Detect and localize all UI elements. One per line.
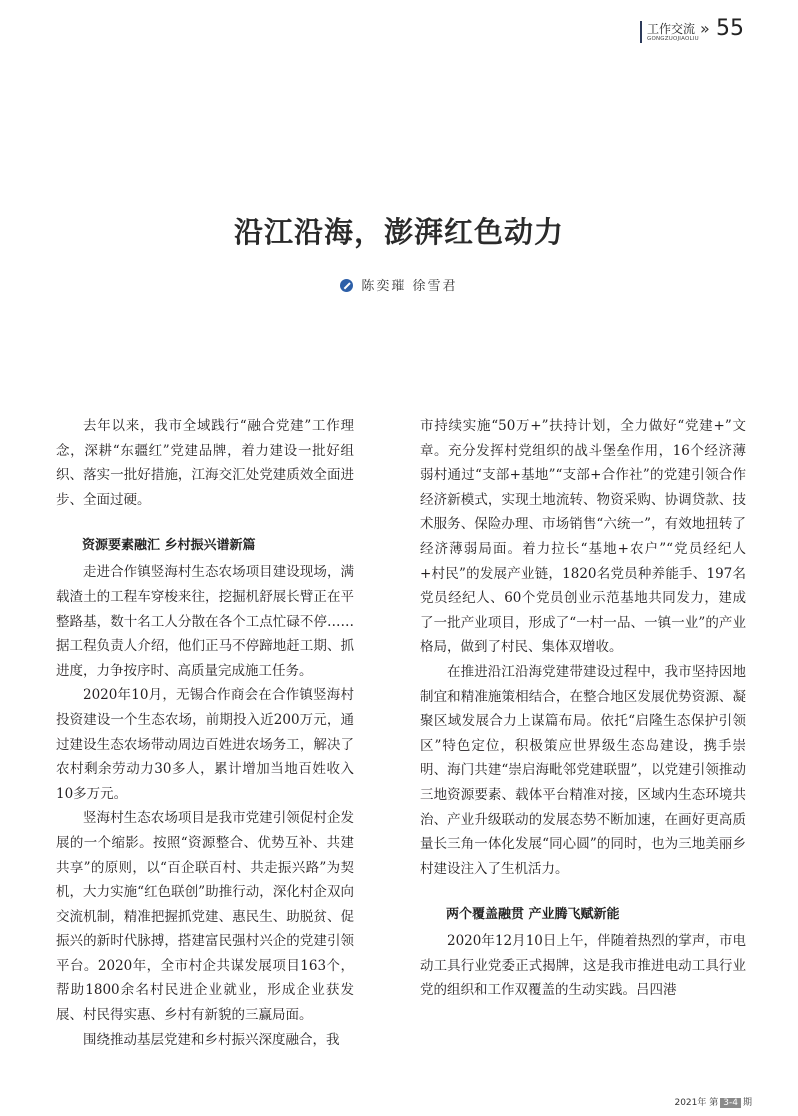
page-header — [640, 18, 750, 48]
section-heading: 两个覆盖融贯 产业腾飞赋新能 — [446, 907, 620, 923]
section-title-en: GONGZUOJIAOLIU — [647, 36, 699, 42]
page-footer — [674, 1095, 752, 1108]
footer-year: 2021年 — [674, 1098, 707, 1108]
body-paragraph: 2020年12月10日上午，伴随着热烈的掌声，市电动工具行业党委正式揭牌，这是我市推进电动工具行业党的组织和工作双覆盖的生动实践。吕四港 — [420, 933, 746, 999]
page-number: 55 — [716, 16, 744, 41]
footer-di: 第 — [709, 1098, 719, 1108]
header-bar — [640, 21, 642, 43]
chevron-icon: » — [700, 19, 710, 38]
article-title: 沿江沿海，澎湃红色动力 — [233, 215, 564, 249]
issue-badge: 3-4 — [720, 1098, 741, 1108]
authors: 陈奕璀 徐雪君 — [361, 279, 458, 294]
section-title: 工作交流 — [647, 22, 696, 36]
right-column — [420, 414, 746, 1003]
section-heading: 资源要素融汇 乡村振兴谱新篇 — [82, 538, 256, 554]
body-paragraph: 竖海村生态农场项目是我市党建引领促村企发展的一个缩影。按照“资源整合、优势互补、共建共享”的原则，以“百企联百村、共走振兴路”为契机，大力实施“红色联创”助推行动，深化村企双向交流机制，精准把握抓党建、惠民生、助脱贫、促振兴的新时代脉搏，搭建富民强村兴企的党建引领平台。2020年，全市村企共谋发展项目163个，帮助1800余名村民进企业就业，形成企业获发展、村民得实惠、乡村有新貌的三赢局面。 — [56, 810, 354, 1024]
body-paragraph: 2020年10月，无锡合作商会在合作镇竖海村投资建设一个生态农场，前期投入近200万元，通过建设生态农场带动周边百姓进农场务工，解决了农村剩余劳动力30多人，累计增加当地百姓收入10多万元。 — [56, 687, 354, 802]
intro-paragraph: 去年以来，我市全域践行“融合党建”工作理念，深耕“东疆红”党建品牌，着力建设一批好组织、落实一批好措施，江海交汇处党建质效全面进步、全面过硬。 — [56, 418, 354, 508]
body-paragraph: 围绕推动基层党建和乡村振兴深度融合，我 — [83, 1031, 340, 1048]
left-column — [56, 414, 354, 1052]
body-paragraph: 在推进沿江沿海党建带建设过程中，我市坚持因地制宜和精准施策相结合，在整合地区发展优势资源、凝聚区域发展合力上谋篇布局。依托“启隆生态保护引领区”特色定位，积极策应世界级生态岛建设，携手崇明、海门共建“崇启海毗邻党建联盟”，以党建引领推动三地资源要素、载体平台精准对接，区域内生态环境共治、产业升级联动的发展态势不断加速，在画好更高质量长三角一体化发展“同心圆”的同时，也为三地美丽乡村建设注入了生机活力。 — [420, 663, 746, 877]
byline — [0, 275, 798, 294]
body-paragraph: 市持续实施“50万+”扶持计划，全力做好“党建+”文章。充分发挥村党组织的战斗堡垒作用，16个经济薄弱村通过“支部+基地”“支部+合作社”的党建引领合作经济新模式，实现土地流转、物资采购、协调贷款、技术服务、保险办理、市场销售“六统一”，有效地扭转了经济薄弱局面。着力拉长“基地+农户”“党员经纪人+村民”的发展产业链，1820名党员种养能手、197名党员经纪人、60个党员创业示范基地共同发力，建成了一批产业项目，形成了“一村一品、一镇一业”的产业格局，做到了村民、集体双增收。 — [420, 418, 746, 656]
pen-icon — [340, 279, 353, 292]
body-paragraph: 走进合作镇竖海村生态农场项目建设现场，满载渣土的工程车穿梭来往，挖掘机舒展长臂正在平整路基，数十名工人分散在各个工点忙碌不停……据工程负责人介绍，他们正马不停蹄地赶工期、抓进度，力争按序时、高质量完成施工任务。 — [56, 564, 354, 679]
footer-qi: 期 — [742, 1098, 752, 1108]
